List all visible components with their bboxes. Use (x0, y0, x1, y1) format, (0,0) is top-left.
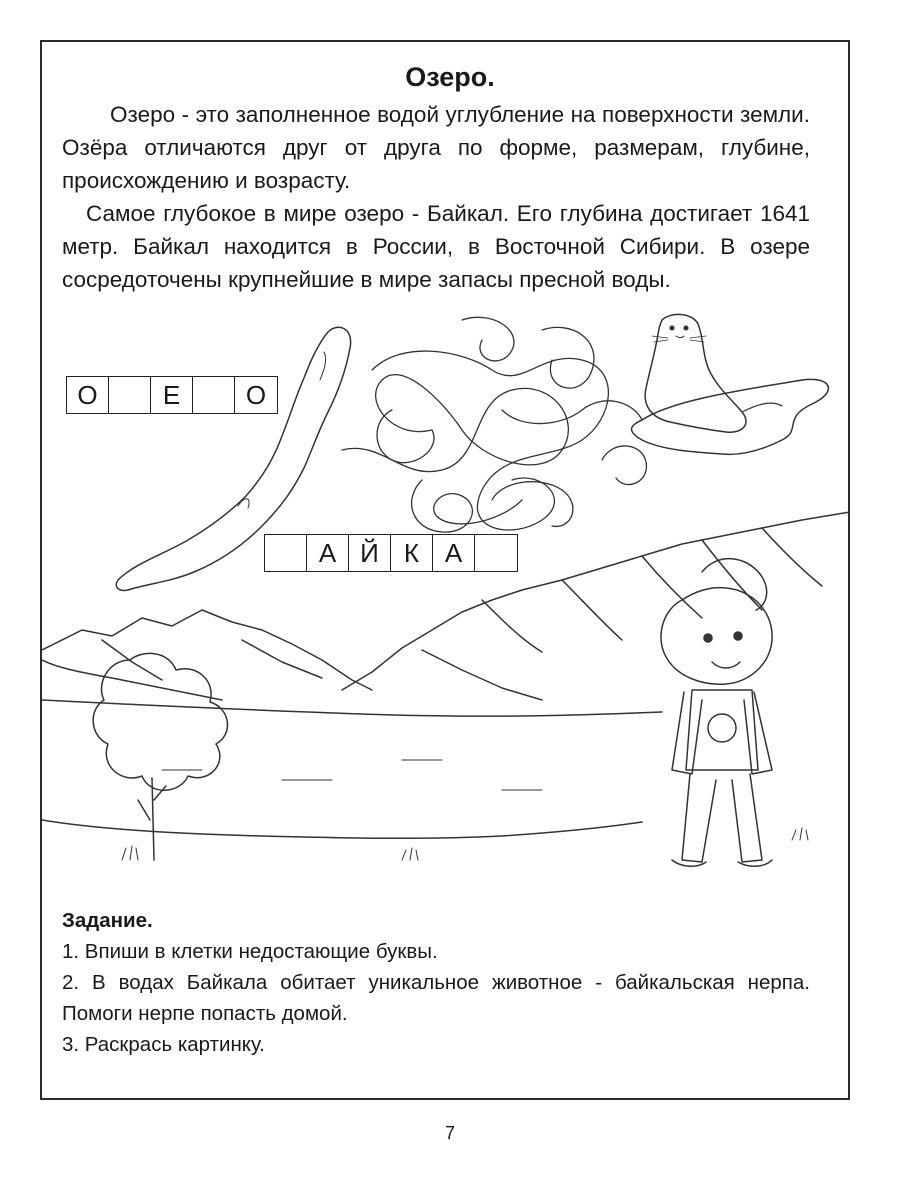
puzzle-lake-cell: О (245, 379, 267, 410)
puzzle-lake-cell[interactable] (193, 377, 235, 413)
task-section (62, 905, 810, 1060)
page-title: Озеро. (405, 62, 495, 92)
puzzle-lake-cell: О (67, 377, 109, 413)
task-item: 2. В водах Байкала обитает уникальное животное - байкальская нерпа. Помоги нерпе попасть домой. (62, 971, 810, 1025)
puzzle-baikal-word (264, 534, 518, 572)
puzzle-baikal-cell: К (391, 535, 433, 571)
puzzle-lake-cell: Е (151, 377, 193, 413)
intro-paragraph-2: Самое глубокое в мире озеро - Байкал. Его глубина достигает 1641 метр. Байкал находится в России, в Восточной Сибири. В озере сосредоточены крупнейшие в мире запасы пресной воды. (62, 201, 810, 292)
lake-water-icon (42, 700, 662, 838)
intro-paragraph-1: Озеро - это заполненное водой углубление на поверхности земли. Озёра отличаются друг от друга по форме, размерам, глубине, происхождению и возрасту. (62, 102, 810, 193)
task-heading: Задание. (62, 909, 153, 932)
puzzle-baikal-cell: А (307, 535, 349, 571)
puzzle-lake-cell[interactable] (109, 377, 151, 413)
intro-text (62, 98, 810, 296)
puzzle-baikal-cell[interactable] (475, 535, 517, 571)
task-item: 1. Впиши в клетки недостающие буквы. (62, 940, 438, 963)
child-character-icon (661, 559, 772, 867)
puzzle-lake-word (66, 376, 278, 414)
puzzle-baikal-cell: Й (349, 535, 391, 571)
puzzle-baikal-cell: А (433, 535, 475, 571)
seal-on-ice-icon (632, 314, 829, 454)
maze-lines-icon (342, 317, 646, 532)
page-number: 7 (444, 1123, 455, 1143)
puzzle-baikal-cell[interactable] (265, 535, 307, 571)
task-item: 3. Раскрась картинку. (62, 1033, 265, 1056)
